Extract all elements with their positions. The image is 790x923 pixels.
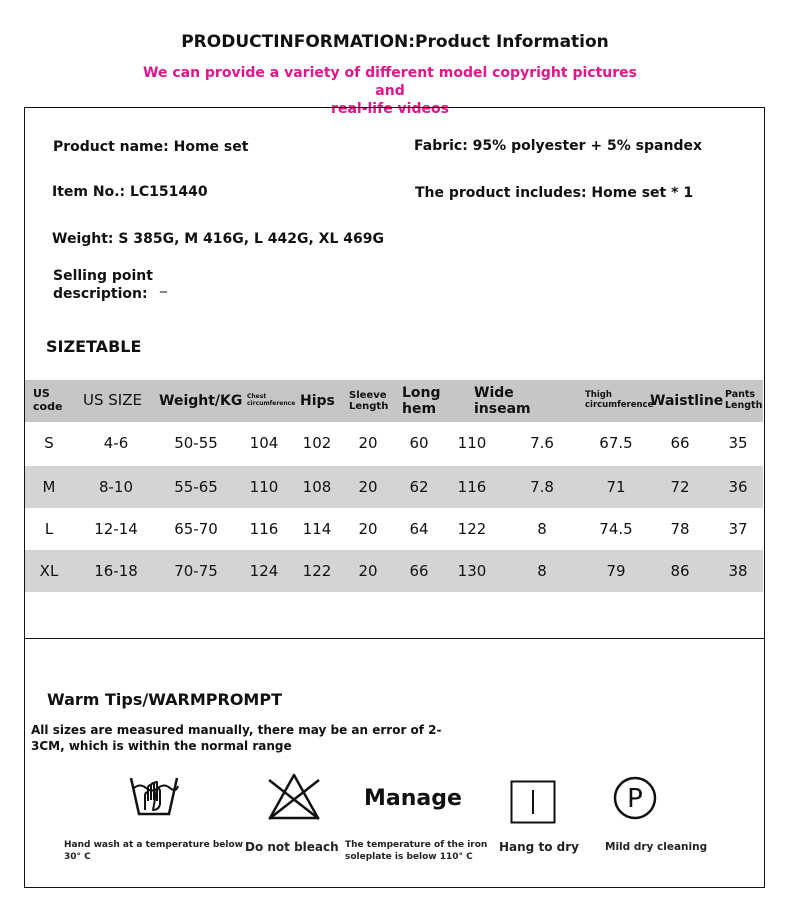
- header-waistline: Waistline: [650, 392, 724, 409]
- cell-wide-inseam: 122: [457, 520, 487, 538]
- iron-caption: The temperature of the iron soleplate is below 110° C: [345, 840, 488, 862]
- cell-pants-length: 35: [728, 434, 748, 452]
- do-not-bleach-icon: [266, 772, 322, 822]
- hang-dry-caption: Hang to dry: [499, 840, 579, 854]
- header-weight: Weight/KG: [159, 392, 243, 409]
- cell-col9: 7.6: [530, 434, 554, 452]
- cell-hips: 122: [302, 562, 332, 580]
- cell-thigh: 79: [606, 562, 626, 580]
- cell-hips: 102: [302, 434, 332, 452]
- header-hips: Hips: [300, 392, 335, 409]
- cell-long-hem: 62: [409, 478, 429, 496]
- cell-us-code: XL: [39, 562, 59, 580]
- cell-us-size: 16-18: [94, 562, 138, 580]
- header-thigh: Thigh circumference: [585, 390, 654, 410]
- hand-wash-icon: [128, 774, 180, 820]
- header-us-size: US SIZE: [83, 391, 142, 410]
- cell-sleeve: 20: [358, 520, 378, 538]
- table-row: [25, 550, 763, 592]
- cell-sleeve: 20: [358, 434, 378, 452]
- cell-chest: 116: [249, 520, 279, 538]
- size-table-header: [25, 380, 763, 422]
- cell-pants-length: 37: [728, 520, 748, 538]
- cell-weight: 70-75: [174, 562, 218, 580]
- cell-waistline: 72: [670, 478, 690, 496]
- size-table-title: SIZETABLE: [46, 337, 142, 356]
- cell-long-hem: 60: [409, 434, 429, 452]
- page-title: PRODUCTINFORMATION:Product Information: [181, 32, 609, 52]
- cell-chest: 124: [249, 562, 279, 580]
- product-weight: Weight: S 385G, M 416G, L 442G, XL 469G: [52, 231, 384, 247]
- cell-us-code: M: [42, 478, 56, 496]
- table-row: [25, 466, 763, 508]
- cell-waistline: 86: [670, 562, 690, 580]
- cell-col9: 8: [537, 562, 547, 580]
- header-pants-length: Pants Length: [725, 389, 763, 411]
- cell-wide-inseam: 110: [457, 434, 487, 452]
- cell-thigh: 74.5: [599, 520, 633, 538]
- cell-wide-inseam: 130: [457, 562, 487, 580]
- cell-col9: 7.8: [530, 478, 554, 496]
- cell-us-size: 4-6: [103, 434, 129, 452]
- subtitle-line-2: real-life videos: [331, 101, 449, 117]
- cell-weight: 50-55: [174, 434, 218, 452]
- cell-long-hem: 66: [409, 562, 429, 580]
- svg-text:P: P: [627, 784, 643, 814]
- cell-waistline: 78: [670, 520, 690, 538]
- dry-clean-p-icon: [612, 775, 658, 821]
- cell-weight: 55-65: [174, 478, 218, 496]
- selling-point-value: _: [160, 277, 167, 293]
- cell-chest: 104: [249, 434, 279, 452]
- do-not-bleach-caption: Do not bleach: [245, 840, 339, 854]
- selling-point-label: Selling point description:: [53, 268, 153, 302]
- hand-wash-caption: Hand wash at a temperature below 30° C: [64, 840, 243, 862]
- cell-long-hem: 64: [409, 520, 429, 538]
- header-sleeve-length: Sleeve Length: [349, 389, 389, 412]
- item-number: Item No.: LC151440: [52, 184, 208, 200]
- cell-chest: 110: [249, 478, 279, 496]
- cell-weight: 65-70: [174, 520, 218, 538]
- iron-label: Manage: [364, 786, 462, 811]
- table-row: [25, 422, 763, 464]
- product-name: Product name: Home set: [53, 139, 249, 155]
- cell-pants-length: 36: [728, 478, 748, 496]
- table-row: [25, 508, 763, 550]
- dry-clean-caption: Mild dry cleaning: [605, 841, 708, 853]
- subtitle-line-1: We can provide a variety of different model copyright pictures and: [143, 65, 637, 99]
- hang-dry-icon: [510, 780, 556, 824]
- measurement-note: All sizes are measured manually, there may be an error of 2-3CM, which is within the normal range: [31, 723, 442, 753]
- fabric: Fabric: 95% polyester + 5% spandex: [414, 138, 702, 154]
- product-includes: The product includes: Home set * 1: [415, 185, 694, 201]
- cell-sleeve: 20: [358, 478, 378, 496]
- cell-wide-inseam: 116: [457, 478, 487, 496]
- cell-us-code: S: [44, 434, 54, 452]
- header-chest: Chest circumference: [247, 393, 296, 407]
- cell-waistline: 66: [670, 434, 690, 452]
- cell-hips: 108: [302, 478, 332, 496]
- cell-thigh: 71: [606, 478, 626, 496]
- cell-col9: 8: [537, 520, 547, 538]
- header-long-hem: Long hem: [402, 384, 441, 417]
- header-wide-inseam: Wide inseam: [474, 384, 531, 417]
- cell-us-code: L: [44, 520, 54, 538]
- header-us-code: US code: [33, 387, 63, 413]
- cell-us-size: 12-14: [94, 520, 138, 538]
- cell-hips: 114: [302, 520, 332, 538]
- cell-sleeve: 20: [358, 562, 378, 580]
- cell-us-size: 8-10: [98, 478, 134, 496]
- cell-pants-length: 38: [728, 562, 748, 580]
- warm-tips-title: Warm Tips/WARMPROMPT: [47, 690, 282, 709]
- cell-thigh: 67.5: [599, 434, 633, 452]
